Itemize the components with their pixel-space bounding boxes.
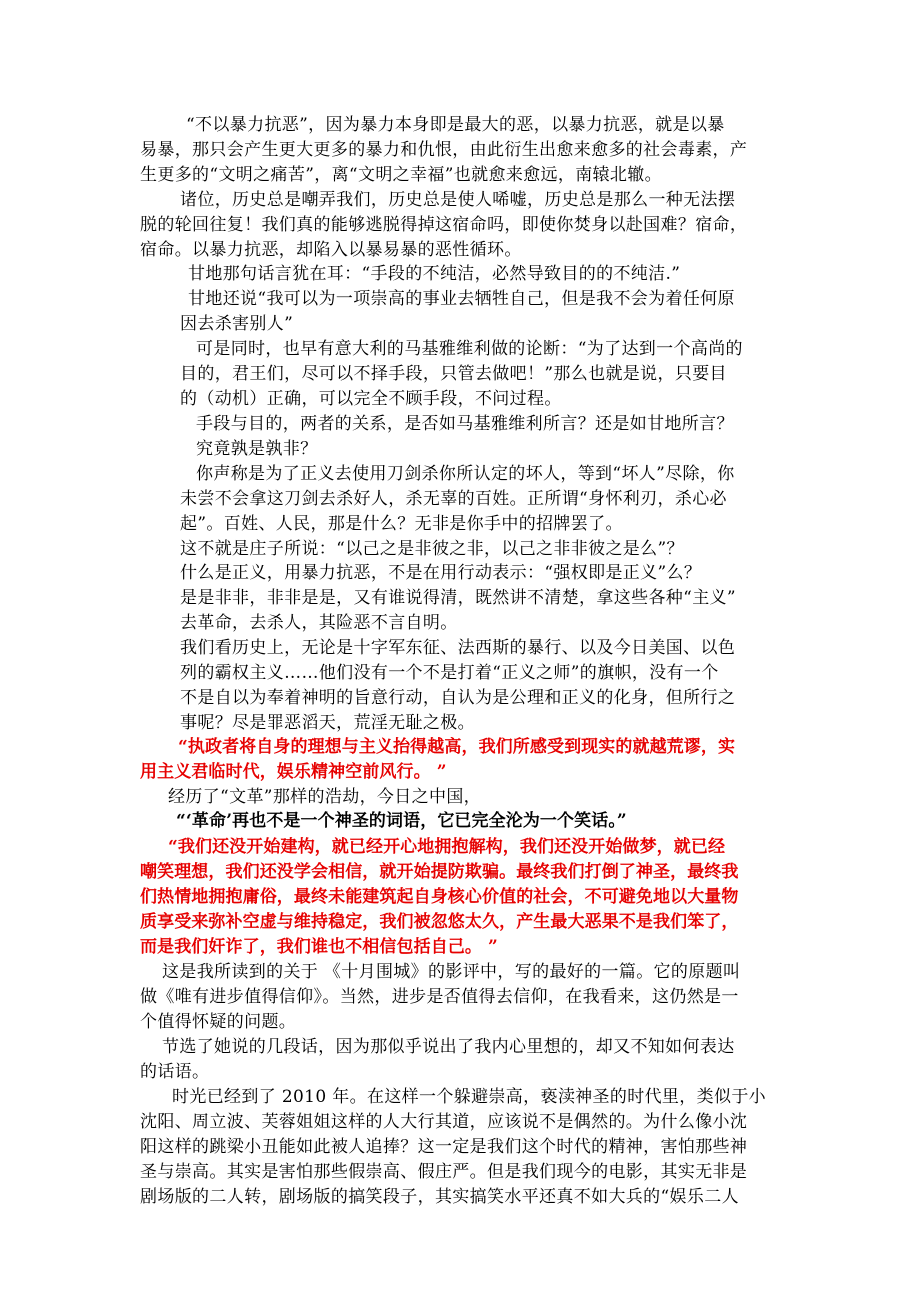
paragraph-11-line-2: 去革命，去杀人，其险恶不言自明。 bbox=[180, 613, 458, 633]
paragraph-18-line-1: 节选了她说的几段话，因为那似乎说出了我内心里想的，却又不知如何表达 bbox=[162, 1037, 735, 1057]
paragraph-19-line-3: 阳这样的跳梁小丑能如此被人追捧？这一定是我们这个时代的精神，害怕那些神 bbox=[140, 1137, 748, 1157]
paragraph-3-line-1: 甘地那句话言犹在耳：“手段的不纯洁，必然导致目的的不纯洁.” bbox=[188, 264, 681, 284]
paragraph-19-line-5: 剧场版的二人转，剧场版的搞笑段子，其实搞笑水平还真不如大兵的“娱乐二人 bbox=[140, 1187, 739, 1207]
paragraph-5-line-2: 目的，君王们，尽可以不择手段，只管去做吧！”那么也就是说，只要目 bbox=[180, 364, 727, 384]
paragraph-12-line-4: 事呢？尽是罪恶滔天，荒淫无耻之极。 bbox=[180, 713, 475, 733]
paragraph-18-line-2: 的话语。 bbox=[140, 1062, 210, 1082]
paragraph-2-line-3: 宿命。以暴力抗恶，却陷入以暴易暴的恶性循环。 bbox=[140, 240, 522, 260]
paragraph-19-line-4: 圣与崇高。其实是害怕那些假崇高、假庄严。但是我们现今的电影，其实无非是 bbox=[140, 1162, 748, 1182]
bold-quote-line-1: “‘革命’再也不是一个神圣的词语，它已完全沦为一个笑话。” bbox=[176, 811, 627, 831]
paragraph-10-line-1: 什么是正义，用暴力抗恶，不是在用行动表示：“强权即是正义”么？ bbox=[180, 563, 702, 583]
paragraph-1-line-2: 易暴，那只会产生更大更多的暴力和仇恨，由此衍生出愈来愈多的社会毒素，产 bbox=[140, 140, 748, 160]
red-quote-2-line-2: 嘲笑理想，我们还没学会相信，就开始提防欺骗。最终我们打倒了神圣，最终我 bbox=[140, 862, 739, 882]
paragraph-12-line-2: 列的霸权主义……他们没有一个不是打着“正义之师”的旗帜，没有一个 bbox=[180, 663, 719, 683]
paragraph-6-line-1: 手段与目的，两者的关系，是否如马基雅维利所言？还是如甘地所言？ bbox=[196, 414, 734, 434]
paragraph-12-line-3: 不是自以为奉着神明的旨意行动，自认为是公理和正义的化身，但所行之 bbox=[180, 688, 736, 708]
paragraph-8-line-3: 起”。百姓、人民，那是什么？无非是你手中的招牌罢了。 bbox=[180, 514, 623, 534]
paragraph-9-line-1: 这不就是庄子所说：“以己之是非彼之非，以己之非非彼之是么”？ bbox=[180, 539, 684, 559]
red-quote-2-line-5: 而是我们奸诈了，我们谁也不相信包括自己。 ” bbox=[140, 937, 498, 957]
paragraph-4-line-2: 因去杀害别人” bbox=[180, 314, 294, 334]
red-quote-2-line-4: 质享受来弥补空虚与维持稳定，我们被忽悠太久，产生最大恶果不是我们笨了， bbox=[140, 912, 739, 932]
red-quote-1-line-1: “执政者将自身的理想与主义抬得越高，我们所感受到现实的就越荒谬，实 bbox=[178, 737, 736, 757]
paragraph-19-line-1: 时光已经到了 2010 年。在这样一个躲避崇高，亵渎神圣的时代里，类似于小 bbox=[172, 1087, 767, 1107]
paragraph-2-line-1: 诸位，历史总是嘲弄我们，历史总是使人唏嘘，历史总是那么一种无法摆 bbox=[180, 190, 736, 210]
paragraph-8-line-2: 未尝不会拿这刀剑去杀好人，杀无辜的百姓。正所谓“身怀利刃，杀心必 bbox=[180, 489, 727, 509]
paragraph-14-line-1: 经历了“文革”那样的浩劫，今日之中国， bbox=[168, 787, 482, 807]
paragraph-5-line-1: 可是同时，也早有意大利的马基雅维利做的论断：“为了达到一个高尚的 bbox=[196, 339, 743, 359]
paragraph-19-line-2: 沈阳、周立波、芙蓉姐姐这样的人大行其道，应该说不是偶然的。为什么像小沈 bbox=[140, 1112, 748, 1132]
red-quote-2-line-1: “我们还没开始建构，就已经开心地拥抱解构，我们还没开始做梦，就已经 bbox=[168, 837, 726, 857]
red-quote-1-line-2: 用主义君临时代，娱乐精神空前风行。 ” bbox=[140, 762, 447, 782]
paragraph-12-line-1: 我们看历史上，无论是十字军东征、法西斯的暴行、以及今日美国、以色 bbox=[180, 638, 736, 658]
paragraph-17-line-3: 个值得怀疑的问题。 bbox=[140, 1012, 297, 1032]
paragraph-17-line-1: 这是我所读到的关于 《十月围城》的影评中，写的最好的一篇。它的原题叫 bbox=[162, 962, 741, 982]
paragraph-8-line-1: 你声称是为了正义去使用刀剑杀你所认定的坏人，等到“坏人”尽除，你 bbox=[196, 464, 735, 484]
paragraph-1-line-1: “不以暴力抗恶”，因为暴力本身即是最大的恶，以暴力抗恶，就是以暴 bbox=[186, 115, 725, 135]
paragraph-4-line-1: 甘地还说“我可以为一项崇高的事业去牺牲自己，但是我不会为着任何原 bbox=[188, 289, 735, 309]
paragraph-2-line-2: 脱的轮回往复！我们真的能够逃脱得掉这宿命吗，即使你焚身以赴国难？宿命， bbox=[140, 215, 748, 235]
paragraph-17-line-2: 做《唯有进步值得信仰》。当然，进步是否值得去信仰，在我看来，这仍然是一 bbox=[140, 987, 739, 1007]
paragraph-1-line-3: 生更多的“文明之痛苦”，离“文明之幸福”也就愈来愈远，南辕北辙。 bbox=[140, 165, 662, 185]
paragraph-7-line-1: 究竟孰是孰非？ bbox=[196, 439, 318, 459]
paragraph-11-line-1: 是是非非，非非是是，又有谁说得清，既然讲不清楚，拿这些各种“主义” bbox=[180, 588, 736, 608]
paragraph-5-line-3: 的（动机）正确，可以完全不顾手段，不问过程。 bbox=[180, 389, 562, 409]
red-quote-2-line-3: 们热情地拥抱庸俗，最终未能建筑起自身核心价值的社会，不可避免地以大量物 bbox=[140, 887, 739, 907]
